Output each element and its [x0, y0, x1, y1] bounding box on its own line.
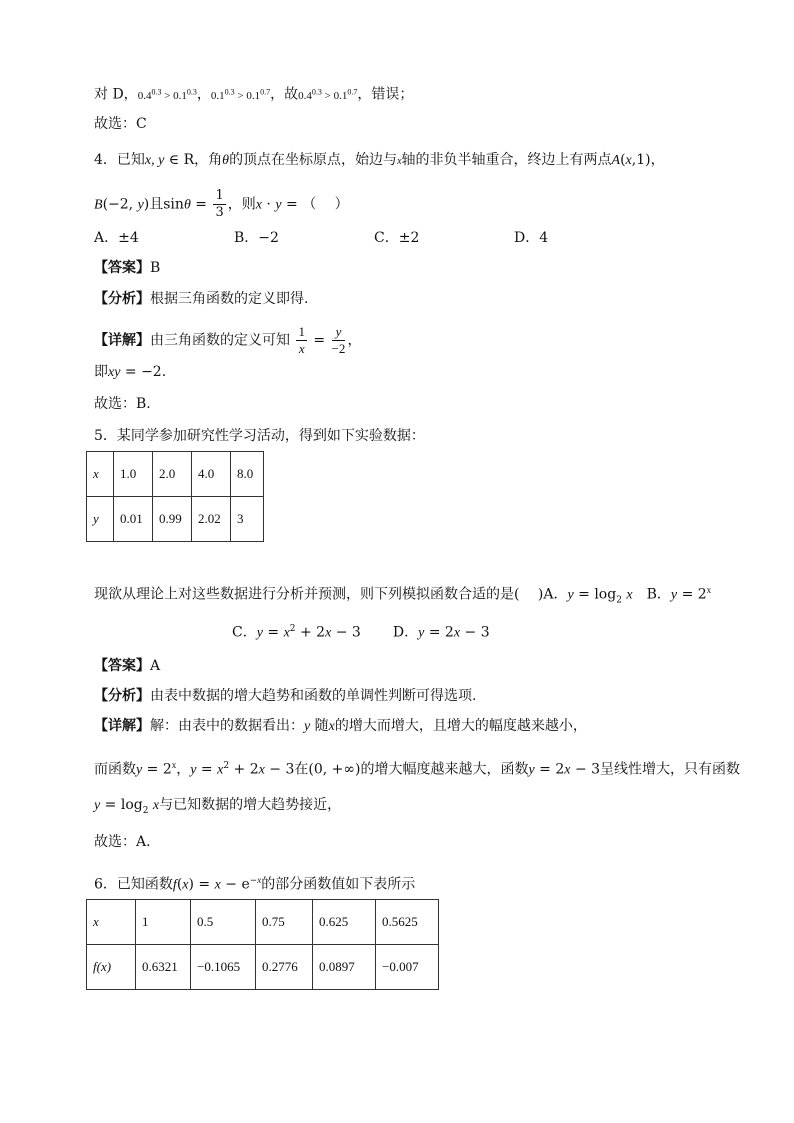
text: C． — [232, 624, 257, 641]
text: 呈线性增大，只有函数 — [600, 761, 741, 778]
text: D． — [378, 624, 419, 641]
table-cell: 0.5625 — [376, 900, 439, 945]
q4-stem-line2: B(−2, y)且sinθ = $\frac{1}{3}$ ，则x · y = （ ） — [94, 188, 349, 220]
math-quadratic: y — [256, 625, 263, 641]
text: 4．已知 — [94, 152, 145, 168]
math-2x: y — [670, 587, 678, 603]
text: . — [161, 364, 167, 380]
q4-then: 即xy = −2. — [94, 364, 167, 380]
text: 随 — [314, 718, 329, 734]
q4-analysis — [94, 289, 308, 309]
table-row — [87, 452, 264, 497]
text: 与已知数据的增大趋势接近， — [159, 797, 342, 813]
math-xy-eq: xy — [108, 365, 121, 380]
table-cell: f(x) — [87, 945, 136, 990]
table-cell: 1 — [136, 900, 191, 945]
table-cell: 0.5 — [191, 900, 256, 945]
text: 对 D， — [94, 86, 138, 103]
table-cell: 0.0897 — [313, 945, 376, 990]
detail-text: 由三角函数的定义可知 — [150, 332, 290, 349]
choose-c: 故选：C — [94, 116, 147, 132]
table-cell: 0.99 — [153, 497, 192, 542]
fraction-1-over-x: $\frac{1}{x}$ — [298, 324, 305, 356]
table-cell: −0.007 — [376, 945, 439, 990]
answer-value: A — [150, 658, 161, 674]
text: 的部分函数值如下表所示 — [261, 876, 416, 893]
table-row — [87, 900, 439, 945]
answer-value: B — [150, 260, 161, 276]
q5-analysis — [94, 686, 476, 706]
analysis-tag: 【分析】 — [94, 688, 150, 704]
q4-stem-line1: 4．已知x, y ∈ R，角θ的顶点在坐标原点，始边与x轴的非负半轴重合，终边上有两点A(x,1)， — [94, 152, 665, 168]
q5-detail-line3: $y = \log_2 x$与已知数据的增大趋势接近， — [94, 797, 342, 816]
table-cell: x — [87, 900, 136, 945]
math-ineq-1: $0.4^{0.3} > 0.1^{0.3}$ — [137, 87, 197, 102]
text: ， — [176, 761, 191, 778]
math-point-b: B — [94, 197, 103, 213]
q4-option-d: D．4 — [514, 230, 549, 246]
text: ，故 — [270, 86, 299, 103]
text: ，错误； — [357, 86, 414, 103]
text: ， — [347, 332, 362, 349]
text: ，角 — [194, 152, 223, 168]
data-table-q6 — [86, 899, 439, 990]
q4-options — [94, 228, 654, 248]
text: 轴的非负半轴重合，终边上有两点 — [401, 152, 612, 168]
text: 的顶点在坐标原点，始边与 — [229, 152, 398, 168]
table-cell: 0.2776 — [256, 945, 313, 990]
math-x-dot-y: x — [255, 197, 262, 213]
math-ineq-2: $0.1^{0.3} > 0.1^{0.7}$ — [210, 87, 271, 102]
q4-option-c: C．±2 — [374, 230, 420, 246]
detail-tag: 【详解】 — [94, 718, 150, 734]
math-ineq-3: $0.4^{0.3} > 0.1^{0.7}$ — [298, 87, 358, 102]
math-fx-def: f — [172, 877, 177, 893]
analysis-text: 根据三角函数的定义即得. — [150, 291, 309, 307]
text: ， — [196, 86, 211, 103]
q4-option-b: B．−2 — [234, 230, 279, 246]
text: 即 — [94, 364, 108, 380]
table-cell: 2.0 — [153, 452, 192, 497]
math-point-a: A — [611, 153, 621, 168]
table-cell: y — [87, 497, 114, 542]
table-cell: 4.0 — [192, 452, 231, 497]
answer-tag: 【答案】 — [94, 260, 150, 276]
text: ，则 — [227, 196, 256, 213]
text: 现欲从理论上对这些数据进行分析并预测，则下列模拟函数合适的是( )A． — [94, 586, 568, 603]
answer-tag: 【答案】 — [94, 658, 150, 674]
text: 6．已知函数 — [94, 876, 173, 893]
table-cell: −0.1065 — [191, 945, 256, 990]
math-xy-in-r: x, y — [144, 153, 165, 168]
text: 且 — [149, 196, 164, 213]
table-row — [87, 497, 264, 542]
text: B． — [632, 586, 671, 603]
q4-detail: 【详解】由三角函数的定义可知 $\frac{1}{x}$ = $\frac{y}{-2}$ ， — [94, 324, 362, 356]
q5-options-cd: C．$y = x^2 + 2x - 3$ D．y = 2x − 3 — [232, 624, 490, 641]
table-cell: 0.625 — [313, 900, 376, 945]
choose-b: 故选：B. — [94, 396, 151, 412]
table-cell: 3 — [231, 497, 264, 542]
math-theta: θ — [222, 153, 230, 168]
fraction-y-over-neg2: $\frac{y}{-2}$ — [331, 324, 346, 356]
text: 而函数 — [94, 761, 136, 778]
table-cell: 0.01 — [114, 497, 153, 542]
text: 的增大而增大，且增大的幅度越来越小， — [334, 718, 587, 734]
fraction-one-third: $\frac{1}{3}$ — [215, 188, 224, 220]
q4-option-a: A．±4 — [94, 230, 139, 246]
q5-title: 5．某同学参加研究性学习活动，得到如下实验数据： — [94, 428, 425, 444]
q6-title: 6．已知函数$f(x) = x - e^{-x}$的部分函数值如下表所示 — [94, 875, 416, 893]
table-cell: 0.6321 — [136, 945, 191, 990]
q5-detail-line2: 而函数$y = 2^x$，$y = x^2 + 2x - 3$在(0, +∞)的增大幅度越来越大，函数y = 2x − 3呈线性增大，只有函数 — [94, 760, 741, 778]
table-cell: 8.0 — [231, 452, 264, 497]
text: 在 — [294, 761, 309, 778]
q5-answer — [94, 656, 160, 676]
math-x: x — [397, 156, 402, 167]
q5-detail: 【详解】解：由表中的数据看出：y 随x的增大而增大，且增大的幅度越来越小， — [94, 718, 587, 734]
choose-a: 故选：A. — [94, 834, 151, 850]
text: 的增大幅度越来越大，函数 — [360, 761, 529, 778]
q5-stem: 现欲从理论上对这些数据进行分析并预测，则下列模拟函数合适的是( )A．$y = \log_2 x$ B．$y = 2^x$ — [94, 585, 712, 606]
table-cell: 1.0 — [114, 452, 153, 497]
text-line-option-d — [94, 82, 413, 106]
table-cell: 2.02 — [192, 497, 231, 542]
detail-tag: 【详解】 — [94, 332, 150, 349]
math-linear: y — [418, 625, 425, 641]
text: 解：由表中的数据看出： — [150, 718, 304, 734]
q4-answer — [94, 258, 160, 278]
table-row — [87, 945, 439, 990]
text: （ ） — [302, 196, 349, 213]
analysis-tag: 【分析】 — [94, 291, 150, 307]
table-cell: 0.75 — [256, 900, 313, 945]
data-table-q5 — [86, 451, 264, 542]
analysis-text: 由表中数据的增大趋势和函数的单调性判断可得选项. — [150, 688, 477, 704]
table-cell: x — [87, 452, 114, 497]
math-log2x: y — [567, 587, 574, 603]
